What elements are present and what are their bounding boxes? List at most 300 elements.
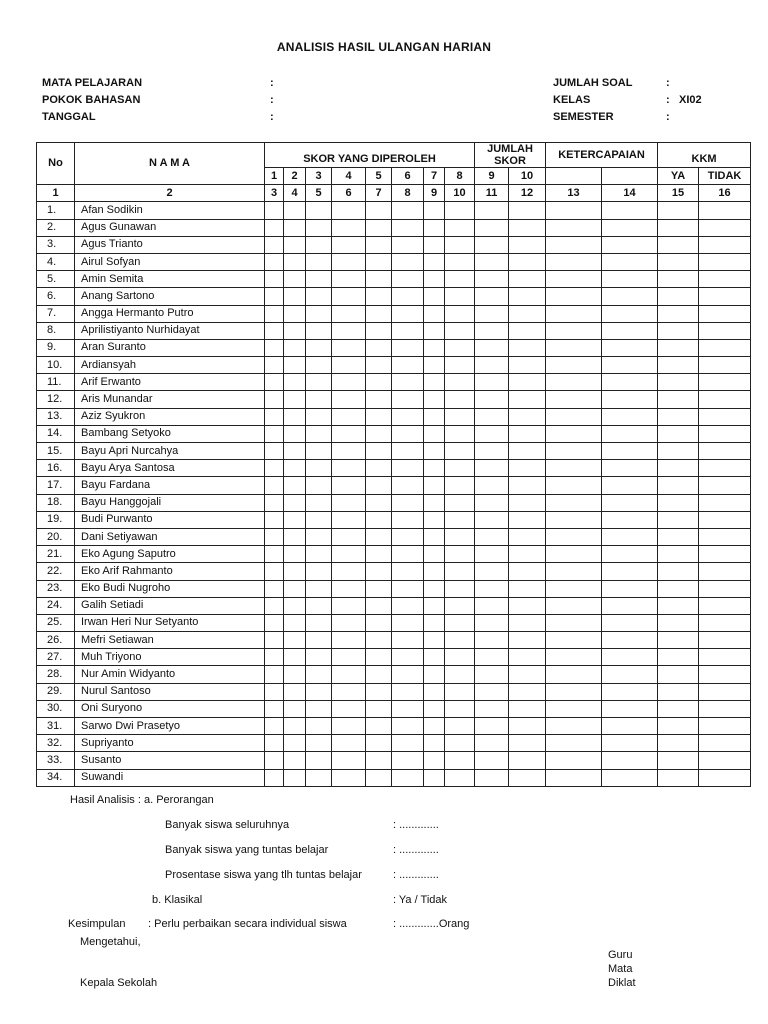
score-cell[interactable]: [602, 752, 658, 769]
score-cell[interactable]: [392, 563, 424, 580]
score-cell[interactable]: [658, 288, 699, 305]
score-cell[interactable]: [366, 322, 392, 339]
score-cell[interactable]: [424, 408, 445, 425]
score-cell[interactable]: [602, 443, 658, 460]
score-cell[interactable]: [284, 322, 306, 339]
score-cell[interactable]: [475, 425, 509, 442]
score-cell[interactable]: [366, 683, 392, 700]
score-cell[interactable]: [392, 614, 424, 631]
score-cell[interactable]: [602, 477, 658, 494]
score-cell[interactable]: [366, 735, 392, 752]
score-cell[interactable]: [445, 357, 475, 374]
score-cell[interactable]: [265, 546, 284, 563]
score-cell[interactable]: [306, 735, 332, 752]
score-cell[interactable]: [392, 683, 424, 700]
score-cell[interactable]: [366, 700, 392, 717]
score-cell[interactable]: [699, 494, 751, 511]
score-cell[interactable]: [284, 528, 306, 545]
score-cell[interactable]: [602, 735, 658, 752]
score-cell[interactable]: [284, 253, 306, 270]
score-cell[interactable]: [475, 769, 509, 786]
score-cell[interactable]: [602, 683, 658, 700]
score-cell[interactable]: [424, 253, 445, 270]
score-cell[interactable]: [699, 288, 751, 305]
score-cell[interactable]: [424, 322, 445, 339]
score-cell[interactable]: [284, 649, 306, 666]
score-cell[interactable]: [332, 253, 366, 270]
score-cell[interactable]: [475, 563, 509, 580]
score-cell[interactable]: [265, 769, 284, 786]
score-cell[interactable]: [265, 408, 284, 425]
score-cell[interactable]: [602, 236, 658, 253]
score-cell[interactable]: [366, 253, 392, 270]
score-cell[interactable]: [366, 666, 392, 683]
score-cell[interactable]: [445, 614, 475, 631]
score-cell[interactable]: [284, 202, 306, 219]
score-cell[interactable]: [265, 202, 284, 219]
score-cell[interactable]: [424, 649, 445, 666]
score-cell[interactable]: [332, 546, 366, 563]
score-cell[interactable]: [699, 632, 751, 649]
score-cell[interactable]: [509, 666, 546, 683]
score-cell[interactable]: [392, 219, 424, 236]
score-cell[interactable]: [658, 305, 699, 322]
score-cell[interactable]: [509, 253, 546, 270]
score-cell[interactable]: [658, 718, 699, 735]
score-cell[interactable]: [445, 305, 475, 322]
score-cell[interactable]: [424, 425, 445, 442]
score-cell[interactable]: [699, 219, 751, 236]
score-cell[interactable]: [699, 563, 751, 580]
score-cell[interactable]: [332, 580, 366, 597]
score-cell[interactable]: [332, 202, 366, 219]
score-cell[interactable]: [475, 236, 509, 253]
score-cell[interactable]: [546, 614, 602, 631]
score-cell[interactable]: [366, 769, 392, 786]
score-cell[interactable]: [284, 391, 306, 408]
score-cell[interactable]: [366, 288, 392, 305]
score-cell[interactable]: [509, 391, 546, 408]
score-cell[interactable]: [546, 425, 602, 442]
score-cell[interactable]: [392, 546, 424, 563]
score-cell[interactable]: [546, 580, 602, 597]
score-cell[interactable]: [424, 339, 445, 356]
score-cell[interactable]: [265, 494, 284, 511]
score-cell[interactable]: [546, 408, 602, 425]
score-cell[interactable]: [392, 202, 424, 219]
score-cell[interactable]: [445, 219, 475, 236]
score-cell[interactable]: [392, 339, 424, 356]
score-cell[interactable]: [392, 322, 424, 339]
score-cell[interactable]: [366, 511, 392, 528]
score-cell[interactable]: [332, 443, 366, 460]
score-cell[interactable]: [366, 752, 392, 769]
score-cell[interactable]: [658, 443, 699, 460]
score-cell[interactable]: [546, 391, 602, 408]
score-cell[interactable]: [424, 632, 445, 649]
score-cell[interactable]: [332, 718, 366, 735]
score-cell[interactable]: [306, 580, 332, 597]
score-cell[interactable]: [306, 632, 332, 649]
score-cell[interactable]: [392, 460, 424, 477]
score-cell[interactable]: [445, 769, 475, 786]
score-cell[interactable]: [332, 735, 366, 752]
score-cell[interactable]: [602, 202, 658, 219]
score-cell[interactable]: [658, 597, 699, 614]
score-cell[interactable]: [445, 443, 475, 460]
score-cell[interactable]: [475, 494, 509, 511]
score-cell[interactable]: [445, 666, 475, 683]
score-cell[interactable]: [658, 391, 699, 408]
score-cell[interactable]: [509, 649, 546, 666]
score-cell[interactable]: [265, 253, 284, 270]
score-cell[interactable]: [366, 580, 392, 597]
score-cell[interactable]: [445, 511, 475, 528]
score-cell[interactable]: [475, 391, 509, 408]
score-cell[interactable]: [265, 718, 284, 735]
score-cell[interactable]: [424, 769, 445, 786]
score-cell[interactable]: [658, 666, 699, 683]
score-cell[interactable]: [602, 391, 658, 408]
score-cell[interactable]: [424, 357, 445, 374]
score-cell[interactable]: [509, 563, 546, 580]
score-cell[interactable]: [306, 597, 332, 614]
score-cell[interactable]: [699, 391, 751, 408]
score-cell[interactable]: [475, 632, 509, 649]
score-cell[interactable]: [332, 425, 366, 442]
score-cell[interactable]: [424, 700, 445, 717]
score-cell[interactable]: [284, 718, 306, 735]
score-cell[interactable]: [699, 425, 751, 442]
score-cell[interactable]: [284, 614, 306, 631]
score-cell[interactable]: [602, 597, 658, 614]
score-cell[interactable]: [392, 632, 424, 649]
score-cell[interactable]: [509, 374, 546, 391]
score-cell[interactable]: [265, 597, 284, 614]
score-cell[interactable]: [284, 357, 306, 374]
score-cell[interactable]: [546, 460, 602, 477]
score-cell[interactable]: [366, 546, 392, 563]
score-cell[interactable]: [306, 649, 332, 666]
score-cell[interactable]: [306, 752, 332, 769]
score-cell[interactable]: [332, 494, 366, 511]
score-cell[interactable]: [332, 339, 366, 356]
score-cell[interactable]: [509, 632, 546, 649]
score-cell[interactable]: [366, 718, 392, 735]
score-cell[interactable]: [658, 580, 699, 597]
score-cell[interactable]: [392, 253, 424, 270]
score-cell[interactable]: [332, 563, 366, 580]
score-cell[interactable]: [332, 511, 366, 528]
score-cell[interactable]: [509, 614, 546, 631]
score-cell[interactable]: [509, 443, 546, 460]
score-cell[interactable]: [306, 546, 332, 563]
score-cell[interactable]: [475, 460, 509, 477]
score-cell[interactable]: [366, 339, 392, 356]
score-cell[interactable]: [265, 614, 284, 631]
score-cell[interactable]: [546, 683, 602, 700]
score-cell[interactable]: [424, 443, 445, 460]
score-cell[interactable]: [602, 339, 658, 356]
score-cell[interactable]: [658, 322, 699, 339]
score-cell[interactable]: [265, 322, 284, 339]
score-cell[interactable]: [546, 339, 602, 356]
score-cell[interactable]: [699, 752, 751, 769]
score-cell[interactable]: [392, 735, 424, 752]
score-cell[interactable]: [366, 563, 392, 580]
score-cell[interactable]: [699, 528, 751, 545]
score-cell[interactable]: [602, 288, 658, 305]
score-cell[interactable]: [509, 288, 546, 305]
score-cell[interactable]: [546, 253, 602, 270]
score-cell[interactable]: [306, 357, 332, 374]
score-cell[interactable]: [699, 546, 751, 563]
score-cell[interactable]: [658, 357, 699, 374]
score-cell[interactable]: [509, 700, 546, 717]
score-cell[interactable]: [658, 735, 699, 752]
score-cell[interactable]: [424, 718, 445, 735]
score-cell[interactable]: [445, 202, 475, 219]
score-cell[interactable]: [445, 494, 475, 511]
score-cell[interactable]: [475, 511, 509, 528]
score-cell[interactable]: [332, 683, 366, 700]
score-cell[interactable]: [658, 752, 699, 769]
score-cell[interactable]: [475, 580, 509, 597]
score-cell[interactable]: [509, 683, 546, 700]
score-cell[interactable]: [284, 700, 306, 717]
score-cell[interactable]: [445, 632, 475, 649]
score-cell[interactable]: [284, 425, 306, 442]
score-cell[interactable]: [424, 580, 445, 597]
score-cell[interactable]: [699, 597, 751, 614]
score-cell[interactable]: [602, 305, 658, 322]
score-cell[interactable]: [509, 735, 546, 752]
score-cell[interactable]: [546, 649, 602, 666]
score-cell[interactable]: [546, 443, 602, 460]
score-cell[interactable]: [284, 511, 306, 528]
score-cell[interactable]: [475, 322, 509, 339]
score-cell[interactable]: [284, 408, 306, 425]
score-cell[interactable]: [424, 271, 445, 288]
score-cell[interactable]: [306, 683, 332, 700]
score-cell[interactable]: [509, 408, 546, 425]
score-cell[interactable]: [658, 563, 699, 580]
score-cell[interactable]: [424, 752, 445, 769]
score-cell[interactable]: [366, 425, 392, 442]
score-cell[interactable]: [265, 305, 284, 322]
score-cell[interactable]: [265, 425, 284, 442]
score-cell[interactable]: [265, 357, 284, 374]
score-cell[interactable]: [699, 735, 751, 752]
score-cell[interactable]: [332, 752, 366, 769]
score-cell[interactable]: [509, 580, 546, 597]
score-cell[interactable]: [475, 305, 509, 322]
score-cell[interactable]: [424, 391, 445, 408]
score-cell[interactable]: [546, 597, 602, 614]
score-cell[interactable]: [392, 425, 424, 442]
score-cell[interactable]: [306, 253, 332, 270]
score-cell[interactable]: [658, 236, 699, 253]
score-cell[interactable]: [546, 202, 602, 219]
score-cell[interactable]: [306, 305, 332, 322]
score-cell[interactable]: [332, 460, 366, 477]
score-cell[interactable]: [546, 322, 602, 339]
score-cell[interactable]: [265, 735, 284, 752]
score-cell[interactable]: [509, 597, 546, 614]
score-cell[interactable]: [699, 460, 751, 477]
score-cell[interactable]: [602, 769, 658, 786]
score-cell[interactable]: [602, 632, 658, 649]
score-cell[interactable]: [284, 494, 306, 511]
score-cell[interactable]: [392, 597, 424, 614]
score-cell[interactable]: [366, 494, 392, 511]
score-cell[interactable]: [284, 580, 306, 597]
score-cell[interactable]: [332, 322, 366, 339]
score-cell[interactable]: [509, 202, 546, 219]
score-cell[interactable]: [475, 288, 509, 305]
score-cell[interactable]: [602, 460, 658, 477]
score-cell[interactable]: [445, 683, 475, 700]
score-cell[interactable]: [658, 271, 699, 288]
score-cell[interactable]: [658, 408, 699, 425]
score-cell[interactable]: [699, 580, 751, 597]
score-cell[interactable]: [658, 769, 699, 786]
score-cell[interactable]: [699, 271, 751, 288]
score-cell[interactable]: [546, 666, 602, 683]
score-cell[interactable]: [699, 443, 751, 460]
score-cell[interactable]: [265, 271, 284, 288]
score-cell[interactable]: [546, 632, 602, 649]
score-cell[interactable]: [475, 339, 509, 356]
score-cell[interactable]: [306, 666, 332, 683]
score-cell[interactable]: [392, 477, 424, 494]
score-cell[interactable]: [424, 236, 445, 253]
score-cell[interactable]: [475, 443, 509, 460]
score-cell[interactable]: [445, 752, 475, 769]
score-cell[interactable]: [306, 511, 332, 528]
score-cell[interactable]: [332, 666, 366, 683]
score-cell[interactable]: [602, 408, 658, 425]
score-cell[interactable]: [332, 219, 366, 236]
score-cell[interactable]: [424, 546, 445, 563]
score-cell[interactable]: [699, 666, 751, 683]
score-cell[interactable]: [546, 735, 602, 752]
score-cell[interactable]: [602, 253, 658, 270]
score-cell[interactable]: [306, 288, 332, 305]
score-cell[interactable]: [265, 649, 284, 666]
score-cell[interactable]: [284, 546, 306, 563]
score-cell[interactable]: [424, 374, 445, 391]
score-cell[interactable]: [284, 236, 306, 253]
score-cell[interactable]: [445, 253, 475, 270]
score-cell[interactable]: [284, 632, 306, 649]
score-cell[interactable]: [424, 666, 445, 683]
score-cell[interactable]: [284, 374, 306, 391]
score-cell[interactable]: [658, 339, 699, 356]
score-cell[interactable]: [699, 374, 751, 391]
score-cell[interactable]: [306, 477, 332, 494]
score-cell[interactable]: [306, 700, 332, 717]
score-cell[interactable]: [475, 718, 509, 735]
score-cell[interactable]: [445, 322, 475, 339]
score-cell[interactable]: [366, 460, 392, 477]
score-cell[interactable]: [699, 718, 751, 735]
score-cell[interactable]: [509, 752, 546, 769]
score-cell[interactable]: [602, 425, 658, 442]
score-cell[interactable]: [306, 236, 332, 253]
score-cell[interactable]: [265, 666, 284, 683]
score-cell[interactable]: [699, 408, 751, 425]
score-cell[interactable]: [306, 528, 332, 545]
score-cell[interactable]: [658, 460, 699, 477]
score-cell[interactable]: [284, 305, 306, 322]
score-cell[interactable]: [424, 528, 445, 545]
score-cell[interactable]: [475, 253, 509, 270]
score-cell[interactable]: [445, 425, 475, 442]
score-cell[interactable]: [306, 563, 332, 580]
score-cell[interactable]: [424, 305, 445, 322]
score-cell[interactable]: [445, 374, 475, 391]
score-cell[interactable]: [546, 477, 602, 494]
score-cell[interactable]: [265, 288, 284, 305]
score-cell[interactable]: [602, 271, 658, 288]
score-cell[interactable]: [445, 649, 475, 666]
score-cell[interactable]: [509, 511, 546, 528]
score-cell[interactable]: [475, 614, 509, 631]
score-cell[interactable]: [546, 769, 602, 786]
score-cell[interactable]: [445, 735, 475, 752]
score-cell[interactable]: [699, 322, 751, 339]
score-cell[interactable]: [546, 288, 602, 305]
score-cell[interactable]: [284, 666, 306, 683]
score-cell[interactable]: [602, 374, 658, 391]
score-cell[interactable]: [602, 546, 658, 563]
score-cell[interactable]: [475, 271, 509, 288]
score-cell[interactable]: [445, 408, 475, 425]
score-cell[interactable]: [475, 597, 509, 614]
score-cell[interactable]: [424, 219, 445, 236]
score-cell[interactable]: [392, 718, 424, 735]
score-cell[interactable]: [332, 288, 366, 305]
score-cell[interactable]: [424, 477, 445, 494]
score-cell[interactable]: [265, 219, 284, 236]
score-cell[interactable]: [392, 408, 424, 425]
score-cell[interactable]: [366, 614, 392, 631]
score-cell[interactable]: [509, 546, 546, 563]
score-cell[interactable]: [475, 219, 509, 236]
score-cell[interactable]: [332, 632, 366, 649]
score-cell[interactable]: [392, 752, 424, 769]
score-cell[interactable]: [699, 683, 751, 700]
score-cell[interactable]: [699, 769, 751, 786]
score-cell[interactable]: [392, 528, 424, 545]
score-cell[interactable]: [475, 408, 509, 425]
score-cell[interactable]: [392, 288, 424, 305]
score-cell[interactable]: [475, 374, 509, 391]
score-cell[interactable]: [475, 683, 509, 700]
score-cell[interactable]: [392, 666, 424, 683]
score-cell[interactable]: [699, 649, 751, 666]
score-cell[interactable]: [332, 477, 366, 494]
score-cell[interactable]: [265, 511, 284, 528]
score-cell[interactable]: [509, 271, 546, 288]
score-cell[interactable]: [445, 288, 475, 305]
score-cell[interactable]: [284, 460, 306, 477]
score-cell[interactable]: [445, 477, 475, 494]
score-cell[interactable]: [602, 649, 658, 666]
score-cell[interactable]: [602, 511, 658, 528]
score-cell[interactable]: [475, 357, 509, 374]
